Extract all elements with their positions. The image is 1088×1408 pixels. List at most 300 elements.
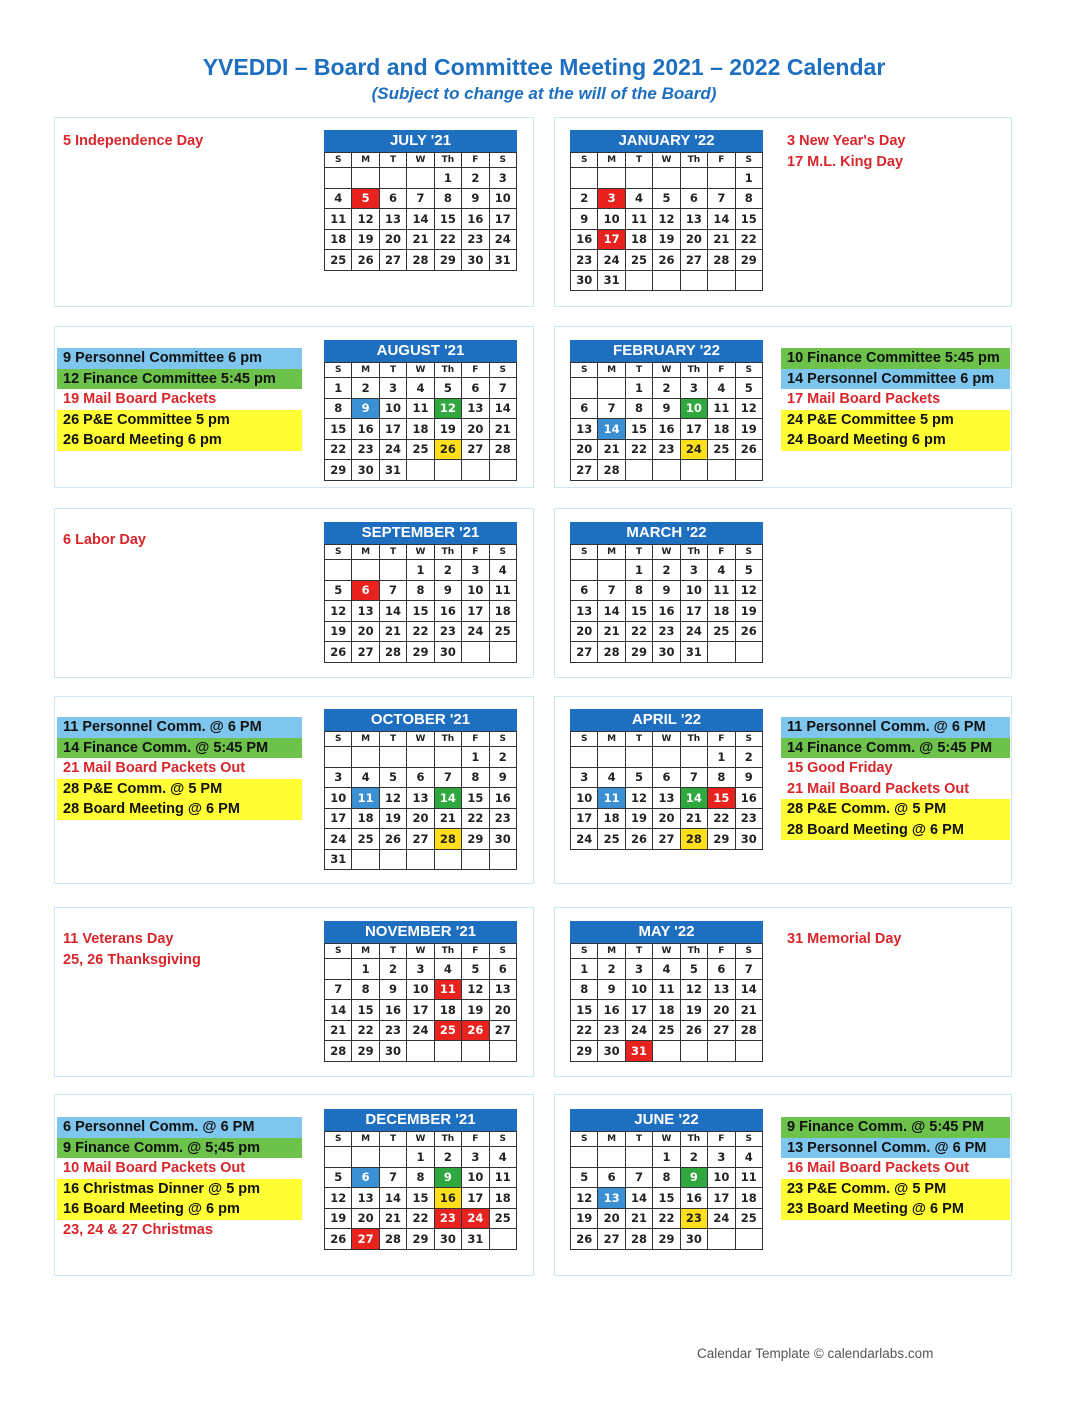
month-title: MAY '22 bbox=[570, 921, 763, 943]
day-cell: 22 bbox=[325, 439, 352, 460]
day-cell: 26 bbox=[434, 439, 461, 460]
day-cell: 21 bbox=[598, 621, 625, 642]
day-cell: 29 bbox=[462, 829, 489, 850]
day-cell: 2 bbox=[653, 560, 680, 581]
day-cell: 11 bbox=[489, 1167, 516, 1188]
empty-cell bbox=[571, 168, 598, 189]
event-item: 14 Finance Comm. @ 5:45 PM bbox=[57, 738, 302, 759]
empty-cell bbox=[680, 270, 707, 291]
day-cell: 4 bbox=[407, 378, 434, 399]
event-item: 17 M.L. King Day bbox=[787, 153, 904, 170]
month-title: NOVEMBER '21 bbox=[324, 921, 517, 943]
event-item: 26 Board Meeting 6 pm bbox=[57, 430, 302, 451]
day-cell: 14 bbox=[379, 601, 406, 622]
day-cell: 18 bbox=[708, 419, 735, 440]
day-cell: 7 bbox=[680, 767, 707, 788]
day-cell: 22 bbox=[625, 439, 652, 460]
day-cell: 23 bbox=[653, 439, 680, 460]
day-cell: 15 bbox=[434, 209, 461, 230]
day-cell: 23 bbox=[352, 439, 379, 460]
empty-cell bbox=[462, 849, 489, 870]
weekday-header: W bbox=[653, 944, 680, 959]
weekday-header: S bbox=[489, 732, 516, 747]
empty-cell bbox=[653, 168, 680, 189]
day-cell: 19 bbox=[462, 1000, 489, 1021]
empty-cell bbox=[625, 460, 652, 481]
weekday-header: S bbox=[325, 153, 352, 168]
day-cell: 20 bbox=[379, 229, 406, 250]
day-cell: 5 bbox=[571, 1167, 598, 1188]
event-item: 9 Personnel Committee 6 pm bbox=[57, 348, 302, 369]
day-cell: 27 bbox=[407, 829, 434, 850]
day-cell: 3 bbox=[489, 168, 516, 189]
day-cell: 3 bbox=[680, 560, 707, 581]
weekday-header: S bbox=[735, 153, 762, 168]
day-cell: 16 bbox=[352, 419, 379, 440]
month-title: DECEMBER '21 bbox=[324, 1109, 517, 1131]
day-cell: 14 bbox=[407, 209, 434, 230]
weekday-header: M bbox=[352, 732, 379, 747]
event-item: 19 Mail Board Packets bbox=[63, 391, 217, 407]
day-cell: 21 bbox=[434, 808, 461, 829]
day-cell: 23 bbox=[571, 250, 598, 271]
day-cell: 10 bbox=[325, 788, 352, 809]
day-cell: 12 bbox=[325, 601, 352, 622]
day-cell: 16 bbox=[571, 229, 598, 250]
day-cell: 27 bbox=[379, 250, 406, 271]
day-cell: 16 bbox=[680, 1188, 707, 1209]
weekday-header: S bbox=[325, 732, 352, 747]
empty-cell bbox=[407, 460, 434, 481]
weekday-header: Th bbox=[434, 1132, 461, 1147]
day-cell: 20 bbox=[462, 419, 489, 440]
weekday-header: S bbox=[489, 363, 516, 378]
day-cell: 1 bbox=[462, 747, 489, 768]
day-cell: 25 bbox=[434, 1020, 461, 1041]
event-item: 11 Personnel Comm. @ 6 PM bbox=[57, 717, 302, 738]
day-cell: 7 bbox=[708, 188, 735, 209]
day-cell: 9 bbox=[379, 979, 406, 1000]
empty-cell bbox=[352, 560, 379, 581]
day-cell: 17 bbox=[598, 229, 625, 250]
day-cell: 22 bbox=[407, 1208, 434, 1229]
empty-cell bbox=[708, 1041, 735, 1062]
weekday-header: T bbox=[379, 153, 406, 168]
day-cell: 8 bbox=[407, 1167, 434, 1188]
day-cell: 1 bbox=[571, 959, 598, 980]
day-cell: 16 bbox=[462, 209, 489, 230]
month-calendar-august bbox=[324, 340, 517, 481]
day-cell: 17 bbox=[625, 1000, 652, 1021]
day-cell: 3 bbox=[462, 1147, 489, 1168]
empty-cell bbox=[708, 1229, 735, 1250]
empty-cell bbox=[735, 1229, 762, 1250]
day-cell: 17 bbox=[489, 209, 516, 230]
empty-cell bbox=[379, 560, 406, 581]
weekday-header: F bbox=[708, 944, 735, 959]
month-title: JUNE '22 bbox=[570, 1109, 763, 1131]
weekday-header: Th bbox=[434, 732, 461, 747]
empty-cell bbox=[571, 747, 598, 768]
day-cell: 11 bbox=[708, 580, 735, 601]
day-cell: 22 bbox=[407, 621, 434, 642]
empty-cell bbox=[489, 642, 516, 663]
events-list-june bbox=[781, 1117, 1010, 1220]
day-cell: 4 bbox=[708, 560, 735, 581]
day-cell: 28 bbox=[598, 642, 625, 663]
weekday-header: S bbox=[735, 1132, 762, 1147]
day-cell: 16 bbox=[434, 1188, 461, 1209]
day-cell: 19 bbox=[352, 229, 379, 250]
day-cell: 24 bbox=[462, 621, 489, 642]
day-cell: 1 bbox=[407, 1147, 434, 1168]
day-cell: 10 bbox=[407, 979, 434, 1000]
event-item: 16 Board Meeting @ 6 pm bbox=[57, 1199, 302, 1220]
day-cell: 24 bbox=[598, 250, 625, 271]
day-cell: 2 bbox=[462, 168, 489, 189]
day-cell: 14 bbox=[379, 1188, 406, 1209]
day-cell: 25 bbox=[625, 250, 652, 271]
day-cell: 7 bbox=[735, 959, 762, 980]
day-cell: 31 bbox=[379, 460, 406, 481]
day-cell: 1 bbox=[407, 560, 434, 581]
empty-cell bbox=[407, 747, 434, 768]
day-cell: 9 bbox=[653, 580, 680, 601]
day-cell: 22 bbox=[462, 808, 489, 829]
day-cell: 5 bbox=[462, 959, 489, 980]
day-cell: 23 bbox=[680, 1208, 707, 1229]
day-cell: 6 bbox=[462, 378, 489, 399]
month-calendar-april bbox=[570, 709, 763, 850]
day-cell: 7 bbox=[598, 580, 625, 601]
day-cell: 25 bbox=[598, 829, 625, 850]
weekday-header: F bbox=[462, 944, 489, 959]
day-cell: 22 bbox=[653, 1208, 680, 1229]
day-cell: 2 bbox=[571, 188, 598, 209]
day-cell: 2 bbox=[735, 747, 762, 768]
day-cell: 21 bbox=[708, 229, 735, 250]
day-cell: 29 bbox=[708, 829, 735, 850]
day-cell: 20 bbox=[571, 439, 598, 460]
day-cell: 6 bbox=[680, 188, 707, 209]
day-cell: 6 bbox=[352, 1167, 379, 1188]
event-item: 10 Mail Board Packets Out bbox=[63, 1160, 246, 1176]
day-cell: 20 bbox=[352, 1208, 379, 1229]
day-cell: 30 bbox=[489, 829, 516, 850]
event-item: 14 Personnel Committee 6 pm bbox=[781, 369, 1010, 390]
day-cell: 29 bbox=[735, 250, 762, 271]
day-cell: 9 bbox=[680, 1167, 707, 1188]
day-cell: 2 bbox=[653, 378, 680, 399]
weekday-header: Th bbox=[434, 153, 461, 168]
event-item: 5 Independence Day bbox=[63, 133, 204, 149]
day-cell: 21 bbox=[379, 621, 406, 642]
day-cell: 3 bbox=[571, 767, 598, 788]
day-cell: 29 bbox=[625, 642, 652, 663]
weekday-header: S bbox=[489, 1132, 516, 1147]
weekday-header: F bbox=[462, 545, 489, 560]
day-cell: 4 bbox=[325, 188, 352, 209]
event-item: 9 Finance Comm. @ 5;45 pm bbox=[57, 1138, 302, 1159]
weekday-header: M bbox=[598, 545, 625, 560]
day-cell: 23 bbox=[735, 808, 762, 829]
day-cell: 18 bbox=[489, 1188, 516, 1209]
day-cell: 24 bbox=[379, 439, 406, 460]
month-calendar-june bbox=[570, 1109, 763, 1250]
month-calendar-december bbox=[324, 1109, 517, 1250]
day-cell: 28 bbox=[379, 642, 406, 663]
day-cell: 9 bbox=[653, 398, 680, 419]
empty-cell bbox=[625, 270, 652, 291]
day-cell: 8 bbox=[653, 1167, 680, 1188]
day-cell: 18 bbox=[352, 808, 379, 829]
event-item: 11 Veterans Day bbox=[63, 931, 174, 947]
day-cell: 6 bbox=[571, 398, 598, 419]
day-cell: 30 bbox=[735, 829, 762, 850]
weekday-header: T bbox=[379, 1132, 406, 1147]
day-cell: 1 bbox=[653, 1147, 680, 1168]
empty-cell bbox=[407, 168, 434, 189]
day-cell: 11 bbox=[653, 979, 680, 1000]
day-cell: 8 bbox=[407, 580, 434, 601]
day-cell: 21 bbox=[379, 1208, 406, 1229]
weekday-header: W bbox=[407, 944, 434, 959]
day-cell: 20 bbox=[680, 229, 707, 250]
day-cell: 21 bbox=[407, 229, 434, 250]
day-cell: 20 bbox=[708, 1000, 735, 1021]
empty-cell bbox=[735, 1041, 762, 1062]
day-cell: 15 bbox=[653, 1188, 680, 1209]
day-cell: 8 bbox=[735, 188, 762, 209]
weekday-header: T bbox=[625, 732, 652, 747]
day-cell: 24 bbox=[462, 1208, 489, 1229]
weekday-header: S bbox=[571, 1132, 598, 1147]
day-cell: 5 bbox=[680, 959, 707, 980]
weekday-header: Th bbox=[680, 545, 707, 560]
day-cell: 7 bbox=[379, 580, 406, 601]
day-cell: 2 bbox=[352, 378, 379, 399]
weekday-header: F bbox=[462, 153, 489, 168]
day-cell: 26 bbox=[379, 829, 406, 850]
weekday-header: T bbox=[625, 545, 652, 560]
day-cell: 3 bbox=[680, 378, 707, 399]
day-cell: 8 bbox=[462, 767, 489, 788]
event-item: 23 P&E Comm. @ 5 PM bbox=[781, 1179, 1010, 1200]
event-item: 28 P&E Comm. @ 5 PM bbox=[57, 779, 302, 800]
day-cell: 24 bbox=[708, 1208, 735, 1229]
day-cell: 12 bbox=[653, 209, 680, 230]
day-cell: 1 bbox=[735, 168, 762, 189]
weekday-header: Th bbox=[680, 944, 707, 959]
day-cell: 19 bbox=[653, 229, 680, 250]
weekday-header: Th bbox=[434, 545, 461, 560]
weekday-header: T bbox=[379, 944, 406, 959]
day-cell: 19 bbox=[325, 621, 352, 642]
day-cell: 31 bbox=[625, 1041, 652, 1062]
weekday-header: T bbox=[379, 363, 406, 378]
event-item: 23, 24 & 27 Christmas bbox=[63, 1221, 213, 1238]
day-cell: 26 bbox=[653, 250, 680, 271]
event-item: 12 Finance Committee 5:45 pm bbox=[57, 369, 302, 390]
day-cell: 5 bbox=[352, 188, 379, 209]
events-list-january bbox=[781, 131, 1010, 172]
empty-cell bbox=[489, 1229, 516, 1250]
day-cell: 29 bbox=[571, 1041, 598, 1062]
empty-cell bbox=[434, 747, 461, 768]
event-item: 26 P&E Committee 5 pm bbox=[57, 410, 302, 431]
day-cell: 25 bbox=[653, 1020, 680, 1041]
events-list-april bbox=[781, 717, 1010, 840]
weekday-header: S bbox=[735, 363, 762, 378]
events-list-november bbox=[57, 929, 302, 970]
day-cell: 28 bbox=[625, 1229, 652, 1250]
event-item: 23 Board Meeting @ 6 PM bbox=[781, 1199, 1010, 1220]
day-cell: 21 bbox=[680, 808, 707, 829]
day-cell: 18 bbox=[625, 229, 652, 250]
day-cell: 18 bbox=[407, 419, 434, 440]
day-cell: 28 bbox=[735, 1020, 762, 1041]
day-cell: 26 bbox=[735, 439, 762, 460]
day-cell: 26 bbox=[625, 829, 652, 850]
day-cell: 15 bbox=[407, 1188, 434, 1209]
day-cell: 17 bbox=[407, 1000, 434, 1021]
day-cell: 24 bbox=[625, 1020, 652, 1041]
weekday-header: T bbox=[625, 153, 652, 168]
day-cell: 19 bbox=[735, 601, 762, 622]
weekday-header: W bbox=[653, 732, 680, 747]
day-cell: 7 bbox=[489, 378, 516, 399]
day-cell: 13 bbox=[680, 209, 707, 230]
day-cell: 5 bbox=[325, 1167, 352, 1188]
day-cell: 10 bbox=[571, 788, 598, 809]
month-calendar-january bbox=[570, 130, 763, 291]
weekday-header: F bbox=[462, 363, 489, 378]
weekday-header: W bbox=[407, 363, 434, 378]
month-calendar-may bbox=[570, 921, 763, 1062]
events-list-september bbox=[57, 530, 302, 551]
weekday-header: M bbox=[352, 363, 379, 378]
day-cell: 1 bbox=[352, 959, 379, 980]
day-cell: 11 bbox=[434, 979, 461, 1000]
month-title: APRIL '22 bbox=[570, 709, 763, 731]
event-item: 21 Mail Board Packets Out bbox=[63, 760, 246, 776]
day-cell: 13 bbox=[653, 788, 680, 809]
empty-cell bbox=[434, 849, 461, 870]
day-cell: 27 bbox=[708, 1020, 735, 1041]
day-cell: 6 bbox=[407, 767, 434, 788]
day-cell: 1 bbox=[708, 747, 735, 768]
day-cell: 23 bbox=[598, 1020, 625, 1041]
day-cell: 21 bbox=[625, 1208, 652, 1229]
empty-cell bbox=[489, 460, 516, 481]
weekday-header: W bbox=[653, 1132, 680, 1147]
day-cell: 22 bbox=[571, 1020, 598, 1041]
day-cell: 19 bbox=[735, 419, 762, 440]
day-cell: 31 bbox=[680, 642, 707, 663]
day-cell: 1 bbox=[625, 378, 652, 399]
day-cell: 26 bbox=[571, 1229, 598, 1250]
day-cell: 2 bbox=[434, 1147, 461, 1168]
day-cell: 3 bbox=[325, 767, 352, 788]
day-cell: 27 bbox=[653, 829, 680, 850]
day-cell: 17 bbox=[462, 1188, 489, 1209]
day-cell: 30 bbox=[352, 460, 379, 481]
empty-cell bbox=[735, 460, 762, 481]
day-cell: 13 bbox=[598, 1188, 625, 1209]
day-cell: 23 bbox=[434, 621, 461, 642]
day-cell: 7 bbox=[407, 188, 434, 209]
day-cell: 1 bbox=[325, 378, 352, 399]
day-cell: 13 bbox=[489, 979, 516, 1000]
day-cell: 6 bbox=[708, 959, 735, 980]
day-cell: 18 bbox=[489, 601, 516, 622]
day-cell: 14 bbox=[434, 788, 461, 809]
day-cell: 27 bbox=[571, 642, 598, 663]
event-item: 3 New Year's Day bbox=[787, 133, 906, 149]
day-cell: 18 bbox=[598, 808, 625, 829]
month-calendar-november bbox=[324, 921, 517, 1062]
weekday-header: S bbox=[325, 545, 352, 560]
weekday-header: S bbox=[571, 363, 598, 378]
empty-cell bbox=[708, 270, 735, 291]
day-cell: 25 bbox=[407, 439, 434, 460]
day-cell: 24 bbox=[680, 439, 707, 460]
day-cell: 25 bbox=[489, 621, 516, 642]
empty-cell bbox=[407, 1041, 434, 1062]
day-cell: 8 bbox=[352, 979, 379, 1000]
day-cell: 4 bbox=[735, 1147, 762, 1168]
day-cell: 4 bbox=[352, 767, 379, 788]
empty-cell bbox=[325, 1147, 352, 1168]
day-cell: 21 bbox=[325, 1020, 352, 1041]
day-cell: 25 bbox=[352, 829, 379, 850]
day-cell: 27 bbox=[489, 1020, 516, 1041]
day-cell: 17 bbox=[680, 601, 707, 622]
day-cell: 29 bbox=[352, 1041, 379, 1062]
empty-cell bbox=[625, 747, 652, 768]
day-cell: 6 bbox=[653, 767, 680, 788]
day-cell: 30 bbox=[379, 1041, 406, 1062]
day-cell: 10 bbox=[680, 580, 707, 601]
day-cell: 8 bbox=[625, 580, 652, 601]
day-cell: 9 bbox=[571, 209, 598, 230]
day-cell: 21 bbox=[598, 439, 625, 460]
month-title: OCTOBER '21 bbox=[324, 709, 517, 731]
day-cell: 1 bbox=[625, 560, 652, 581]
empty-cell bbox=[708, 460, 735, 481]
day-cell: 7 bbox=[625, 1167, 652, 1188]
day-cell: 26 bbox=[325, 1229, 352, 1250]
day-cell: 3 bbox=[598, 188, 625, 209]
empty-cell bbox=[571, 1147, 598, 1168]
day-cell: 4 bbox=[489, 1147, 516, 1168]
day-cell: 8 bbox=[434, 188, 461, 209]
day-cell: 11 bbox=[407, 398, 434, 419]
day-cell: 17 bbox=[379, 419, 406, 440]
day-cell: 3 bbox=[379, 378, 406, 399]
month-calendar-february bbox=[570, 340, 763, 481]
event-item: 11 Personnel Comm. @ 6 PM bbox=[781, 717, 1010, 738]
empty-cell bbox=[735, 270, 762, 291]
weekday-header: M bbox=[598, 732, 625, 747]
day-cell: 22 bbox=[708, 808, 735, 829]
event-item: 31 Memorial Day bbox=[787, 931, 902, 947]
day-cell: 31 bbox=[462, 1229, 489, 1250]
empty-cell bbox=[352, 747, 379, 768]
empty-cell bbox=[434, 1041, 461, 1062]
day-cell: 12 bbox=[680, 979, 707, 1000]
day-cell: 13 bbox=[352, 601, 379, 622]
